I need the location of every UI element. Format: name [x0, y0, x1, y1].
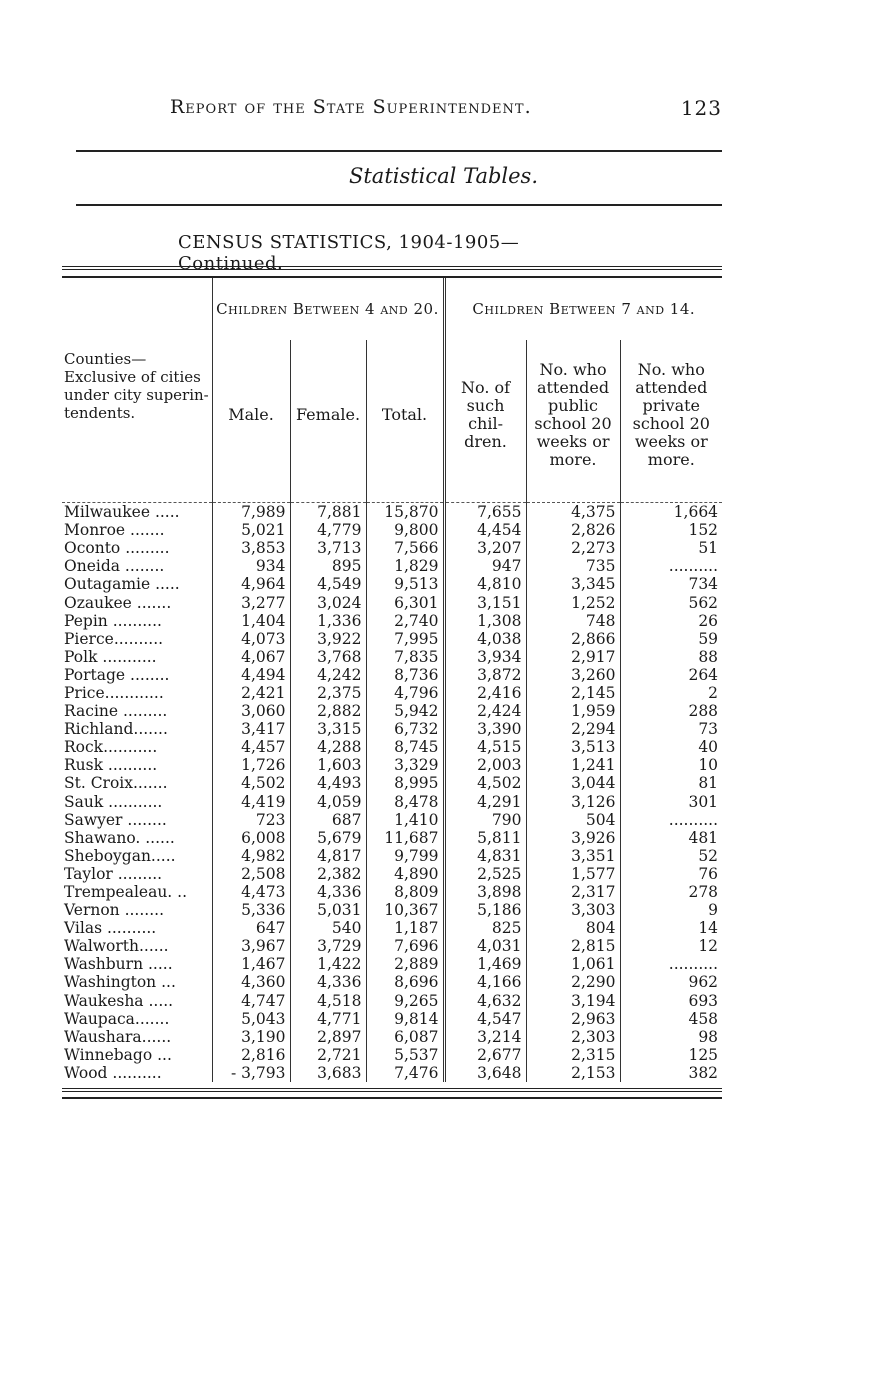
total-cell: 7,835: [366, 648, 444, 666]
total-cell: 2,889: [366, 955, 444, 973]
total-cell: 8,809: [366, 883, 444, 901]
county: Pierce..........: [64, 629, 164, 648]
group-header-4-20: Children Between 4 and 20.: [212, 278, 444, 340]
table-row: [62, 865, 722, 883]
male-cell: 4,073: [212, 630, 290, 648]
private-cell: 10: [620, 756, 722, 774]
county: St. Croix.......: [64, 774, 168, 793]
public-cell: 2,815: [526, 937, 620, 955]
table-body: [62, 503, 722, 1083]
male-cell: 647: [212, 919, 290, 937]
female-cell: 1,422: [290, 955, 366, 973]
total-cell: 1,829: [366, 557, 444, 575]
county: Waushara......: [64, 1027, 172, 1046]
female-cell: 3,922: [290, 630, 366, 648]
public-cell: 1,241: [526, 756, 620, 774]
children-cell: 4,632: [444, 992, 526, 1010]
children-header: No. of such chil-dren.: [444, 340, 526, 490]
public-cell: 3,926: [526, 829, 620, 847]
public-cell: 2,290: [526, 973, 620, 991]
table-row: [62, 901, 722, 919]
table-bottom-rule: [62, 1088, 722, 1099]
public-cell: 2,153: [526, 1064, 620, 1082]
group-header-7-14: Children Between 7 and 14.: [444, 278, 722, 340]
children-cell: 4,166: [444, 973, 526, 991]
county: Rusk ..........: [64, 756, 158, 775]
table-row: [62, 1064, 722, 1082]
children-cell: 4,515: [444, 738, 526, 756]
private-cell: 693: [620, 992, 722, 1010]
county: Monroe .......: [64, 521, 165, 540]
children-cell: 3,898: [444, 883, 526, 901]
male-cell: 3,967: [212, 937, 290, 955]
public-cell: 4,375: [526, 503, 620, 522]
total-cell: 8,696: [366, 973, 444, 991]
female-cell: 3,683: [290, 1064, 366, 1082]
children-cell: 947: [444, 557, 526, 575]
private-cell: 2: [620, 684, 722, 702]
total-cell: 10,367: [366, 901, 444, 919]
public-cell: 1,252: [526, 593, 620, 611]
county: Sheboygan.....: [64, 846, 176, 865]
male-cell: 4,473: [212, 883, 290, 901]
private-cell: 73: [620, 720, 722, 738]
table-row: [62, 612, 722, 630]
table-row: [62, 684, 722, 702]
children-cell: 3,390: [444, 720, 526, 738]
county: Racine .........: [64, 702, 168, 721]
male-header: Male.: [212, 340, 290, 490]
male-cell: 4,457: [212, 738, 290, 756]
private-cell: 1,664: [620, 503, 722, 522]
children-cell: 1,469: [444, 955, 526, 973]
male-cell: 4,360: [212, 973, 290, 991]
male-cell: 4,964: [212, 575, 290, 593]
male-cell: 4,067: [212, 648, 290, 666]
male-cell: 4,502: [212, 774, 290, 792]
children-cell: 4,547: [444, 1010, 526, 1028]
female-cell: 895: [290, 557, 366, 575]
county: Sawyer ........: [64, 810, 167, 829]
private-cell: 288: [620, 702, 722, 720]
county: Trempealeau. ..: [64, 883, 188, 902]
children-cell: 790: [444, 811, 526, 829]
public-header: No. who attended public school 20 weeks or more.: [526, 340, 620, 490]
female-cell: 2,375: [290, 684, 366, 702]
male-cell: 1,404: [212, 612, 290, 630]
private-cell: 481: [620, 829, 722, 847]
private-cell: 51: [620, 539, 722, 557]
public-cell: 804: [526, 919, 620, 937]
public-cell: 3,345: [526, 575, 620, 593]
private-cell: 562: [620, 593, 722, 611]
children-cell: 2,416: [444, 684, 526, 702]
county: Winnebago ...: [64, 1045, 172, 1064]
male-cell: 934: [212, 557, 290, 575]
table-row: [62, 720, 722, 738]
public-cell: 2,145: [526, 684, 620, 702]
table-row: [62, 521, 722, 539]
table-row: [62, 847, 722, 865]
female-cell: 4,242: [290, 666, 366, 684]
public-cell: 3,194: [526, 992, 620, 1010]
total-cell: 7,566: [366, 539, 444, 557]
total-cell: 4,796: [366, 684, 444, 702]
children-cell: 2,525: [444, 865, 526, 883]
total-cell: 1,410: [366, 811, 444, 829]
total-cell: 5,942: [366, 702, 444, 720]
children-cell: 4,038: [444, 630, 526, 648]
female-cell: 4,336: [290, 973, 366, 991]
public-cell: 748: [526, 612, 620, 630]
county: Price............: [64, 683, 164, 702]
total-cell: 6,732: [366, 720, 444, 738]
private-cell: 14: [620, 919, 722, 937]
female-cell: 4,817: [290, 847, 366, 865]
county: Pepin ..........: [64, 611, 162, 630]
table-row: [62, 593, 722, 611]
female-cell: 3,315: [290, 720, 366, 738]
total-cell: 2,740: [366, 612, 444, 630]
male-cell: 4,747: [212, 992, 290, 1010]
total-cell: 6,087: [366, 1028, 444, 1046]
table-row: [62, 919, 722, 937]
total-cell: 8,736: [366, 666, 444, 684]
public-cell: 3,044: [526, 774, 620, 792]
children-cell: 4,831: [444, 847, 526, 865]
county: Portage ........: [64, 665, 170, 684]
table-row: [62, 539, 722, 557]
table-row: [62, 630, 722, 648]
table-row: [62, 503, 722, 522]
public-cell: 2,826: [526, 521, 620, 539]
male-cell: 3,853: [212, 539, 290, 557]
children-cell: 7,655: [444, 503, 526, 522]
county: Walworth......: [64, 937, 169, 956]
county: Oneida ........: [64, 557, 165, 576]
children-cell: 4,454: [444, 521, 526, 539]
children-cell: 2,003: [444, 756, 526, 774]
total-cell: 4,890: [366, 865, 444, 883]
male-cell: 4,419: [212, 793, 290, 811]
public-cell: 2,963: [526, 1010, 620, 1028]
female-cell: 4,336: [290, 883, 366, 901]
county: Vernon ........: [64, 901, 164, 920]
table-row: [62, 666, 722, 684]
female-cell: 4,059: [290, 793, 366, 811]
female-cell: 4,518: [290, 992, 366, 1010]
table-row: [62, 883, 722, 901]
children-cell: 3,151: [444, 593, 526, 611]
table-row: [62, 774, 722, 792]
page-number: 123: [680, 96, 722, 120]
female-cell: 4,549: [290, 575, 366, 593]
total-cell: 8,745: [366, 738, 444, 756]
table-row: [62, 829, 722, 847]
male-cell: 5,043: [212, 1010, 290, 1028]
private-cell: 81: [620, 774, 722, 792]
county: Milwaukee .....: [64, 503, 180, 522]
female-cell: 1,603: [290, 756, 366, 774]
public-cell: 2,315: [526, 1046, 620, 1064]
female-cell: 2,882: [290, 702, 366, 720]
private-cell: 12: [620, 937, 722, 955]
female-cell: 5,031: [290, 901, 366, 919]
male-cell: 5,336: [212, 901, 290, 919]
county: Waupaca.......: [64, 1009, 170, 1028]
table-row: [62, 756, 722, 774]
private-cell: 125: [620, 1046, 722, 1064]
county: Oconto .........: [64, 539, 170, 558]
female-cell: 3,729: [290, 937, 366, 955]
private-cell: 278: [620, 883, 722, 901]
county: Washburn .....: [64, 955, 173, 974]
children-cell: 5,811: [444, 829, 526, 847]
children-cell: 3,934: [444, 648, 526, 666]
table-row: [62, 738, 722, 756]
children-cell: 5,186: [444, 901, 526, 919]
table-row: [62, 955, 722, 973]
male-cell: 3,277: [212, 593, 290, 611]
male-cell: - 3,793: [212, 1064, 290, 1082]
male-cell: 4,494: [212, 666, 290, 684]
total-cell: 5,537: [366, 1046, 444, 1064]
total-cell: 7,995: [366, 630, 444, 648]
county: Shawano. ......: [64, 828, 175, 847]
private-cell: 59: [620, 630, 722, 648]
private-cell: 152: [620, 521, 722, 539]
table-row: [62, 1010, 722, 1028]
male-cell: 4,982: [212, 847, 290, 865]
private-cell: 26: [620, 612, 722, 630]
private-cell: 98: [620, 1028, 722, 1046]
children-cell: 2,677: [444, 1046, 526, 1064]
public-cell: 735: [526, 557, 620, 575]
county: Richland.......: [64, 720, 168, 739]
private-cell: ..........: [620, 811, 722, 829]
total-cell: 6,301: [366, 593, 444, 611]
children-cell: 4,031: [444, 937, 526, 955]
header-separator: [62, 490, 722, 503]
public-cell: 2,294: [526, 720, 620, 738]
private-cell: 76: [620, 865, 722, 883]
total-cell: 8,478: [366, 793, 444, 811]
header-rule: [76, 150, 722, 152]
female-cell: 2,382: [290, 865, 366, 883]
table-top-rule: [62, 266, 722, 278]
children-cell: 4,291: [444, 793, 526, 811]
female-cell: 1,336: [290, 612, 366, 630]
public-cell: 3,260: [526, 666, 620, 684]
running-head-title: Report of the State Superintendent.: [170, 96, 532, 118]
county: Washington ...: [64, 973, 176, 992]
table-row: [62, 648, 722, 666]
male-cell: 6,008: [212, 829, 290, 847]
table-title: CENSUS STATISTICS, 1904-1905—Continued.: [178, 232, 520, 274]
private-cell: 88: [620, 648, 722, 666]
public-cell: 2,317: [526, 883, 620, 901]
table-row: [62, 1028, 722, 1046]
county: Ozaukee .......: [64, 593, 172, 612]
male-cell: 5,021: [212, 521, 290, 539]
total-cell: 15,870: [366, 503, 444, 522]
female-header: Female.: [290, 340, 366, 490]
public-cell: 1,061: [526, 955, 620, 973]
male-cell: 723: [212, 811, 290, 829]
male-cell: 2,816: [212, 1046, 290, 1064]
table-row: [62, 575, 722, 593]
total-cell: 9,799: [366, 847, 444, 865]
table-row: [62, 992, 722, 1010]
male-cell: 1,467: [212, 955, 290, 973]
public-cell: 2,866: [526, 630, 620, 648]
female-cell: 3,024: [290, 593, 366, 611]
female-cell: 5,679: [290, 829, 366, 847]
total-cell: 3,329: [366, 756, 444, 774]
private-cell: ..........: [620, 557, 722, 575]
male-cell: 3,060: [212, 702, 290, 720]
children-cell: 4,502: [444, 774, 526, 792]
female-cell: 2,897: [290, 1028, 366, 1046]
private-cell: 301: [620, 793, 722, 811]
public-cell: 3,351: [526, 847, 620, 865]
male-cell: 2,421: [212, 684, 290, 702]
section-title: Statistical Tables.: [348, 164, 539, 188]
private-cell: 458: [620, 1010, 722, 1028]
public-cell: 504: [526, 811, 620, 829]
table-row: [62, 1046, 722, 1064]
county: Rock...........: [64, 738, 158, 757]
census-table: [62, 266, 722, 1099]
total-cell: 9,265: [366, 992, 444, 1010]
male-cell: 7,989: [212, 503, 290, 522]
running-head: [170, 96, 722, 118]
female-cell: 4,779: [290, 521, 366, 539]
county: Sauk ...........: [64, 792, 163, 811]
children-cell: 3,872: [444, 666, 526, 684]
female-cell: 687: [290, 811, 366, 829]
section-rule: [76, 204, 722, 206]
table-row: [62, 811, 722, 829]
total-header: Total.: [366, 340, 444, 490]
private-cell: 962: [620, 973, 722, 991]
county-header: Counties— Exclusive of cities under city superin-tendents.: [64, 350, 209, 422]
female-cell: 4,771: [290, 1010, 366, 1028]
private-cell: 52: [620, 847, 722, 865]
table-row: [62, 937, 722, 955]
children-cell: 2,424: [444, 702, 526, 720]
female-cell: 2,721: [290, 1046, 366, 1064]
female-cell: 540: [290, 919, 366, 937]
public-cell: 3,303: [526, 901, 620, 919]
public-cell: 1,577: [526, 865, 620, 883]
children-cell: 1,308: [444, 612, 526, 630]
male-cell: 3,190: [212, 1028, 290, 1046]
table-row: [62, 973, 722, 991]
public-cell: 2,273: [526, 539, 620, 557]
children-cell: 3,214: [444, 1028, 526, 1046]
total-cell: 7,696: [366, 937, 444, 955]
total-cell: 11,687: [366, 829, 444, 847]
private-cell: ..........: [620, 955, 722, 973]
total-cell: 8,995: [366, 774, 444, 792]
private-header: No. who attended private school 20 weeks or more.: [620, 340, 722, 490]
county: Vilas ..........: [64, 919, 157, 938]
private-cell: 9: [620, 901, 722, 919]
children-cell: 4,810: [444, 575, 526, 593]
female-cell: 4,288: [290, 738, 366, 756]
total-cell: 1,187: [366, 919, 444, 937]
total-cell: 9,800: [366, 521, 444, 539]
private-cell: 382: [620, 1064, 722, 1082]
total-cell: 9,513: [366, 575, 444, 593]
county: Wood ..........: [64, 1063, 162, 1082]
table-row: [62, 702, 722, 720]
table-row: [62, 557, 722, 575]
children-cell: 3,207: [444, 539, 526, 557]
public-cell: 2,917: [526, 648, 620, 666]
public-cell: 3,513: [526, 738, 620, 756]
male-cell: 1,726: [212, 756, 290, 774]
private-cell: 264: [620, 666, 722, 684]
public-cell: 3,126: [526, 793, 620, 811]
table-row: [62, 793, 722, 811]
county: Waukesha .....: [64, 991, 174, 1010]
county: Outagamie .....: [64, 575, 180, 594]
children-cell: 825: [444, 919, 526, 937]
total-cell: 7,476: [366, 1064, 444, 1082]
male-cell: 3,417: [212, 720, 290, 738]
children-cell: 3,648: [444, 1064, 526, 1082]
female-cell: 3,768: [290, 648, 366, 666]
county: Taylor .........: [64, 864, 163, 883]
private-cell: 734: [620, 575, 722, 593]
female-cell: 7,881: [290, 503, 366, 522]
total-cell: 9,814: [366, 1010, 444, 1028]
female-cell: 4,493: [290, 774, 366, 792]
public-cell: 2,303: [526, 1028, 620, 1046]
male-cell: 2,508: [212, 865, 290, 883]
public-cell: 1,959: [526, 702, 620, 720]
private-cell: 40: [620, 738, 722, 756]
county: Polk ...........: [64, 647, 157, 666]
female-cell: 3,713: [290, 539, 366, 557]
